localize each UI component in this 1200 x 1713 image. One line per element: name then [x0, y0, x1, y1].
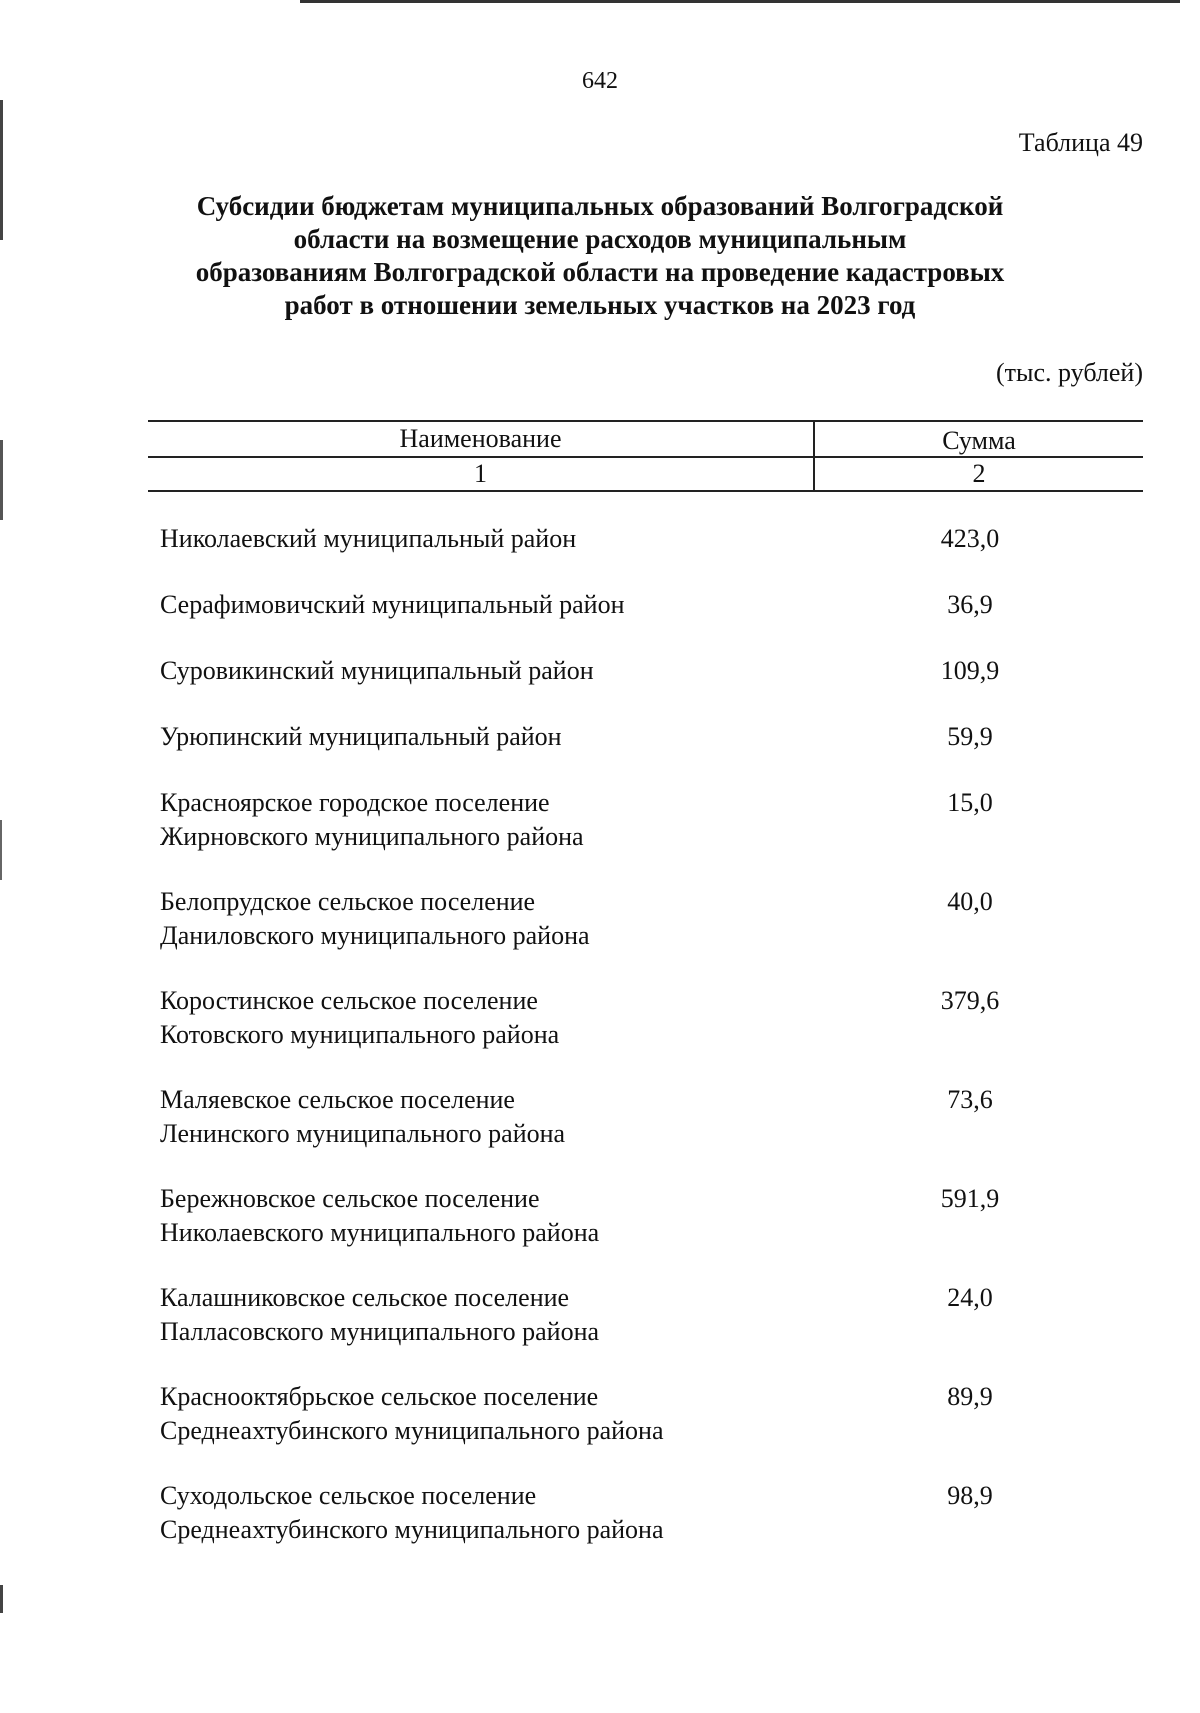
row-name-line: Среднеахтубинского муниципального района [160, 1515, 664, 1544]
scan-edge-left [0, 100, 3, 240]
title-line: работ в отношении земельных участков на 2023 год [284, 290, 916, 320]
row-amount: 591,9 [940, 1184, 1000, 1213]
table-row [160, 786, 1120, 885]
row-name-line: Жирновского муниципального района [160, 822, 584, 851]
title-line: Субсидии бюджетам муниципальных образований Волгоградской [196, 191, 1004, 221]
row-name [160, 885, 810, 953]
table-row [160, 720, 1120, 786]
column-header-sum: Сумма [942, 426, 1016, 455]
row-name [160, 1182, 810, 1250]
table-row [160, 1479, 1120, 1578]
row-amount: 109,9 [940, 656, 1000, 685]
row-amount: 89,9 [947, 1382, 993, 1411]
row-name-line: Красноярское городское поселение [160, 788, 550, 817]
row-name [160, 984, 810, 1052]
row-name-line: Маляевское сельское поселение [160, 1085, 515, 1114]
row-name [160, 786, 810, 854]
row-name-line: Николаевского муниципального района [160, 1218, 600, 1247]
row-name [160, 1380, 810, 1448]
row-amount: 423,0 [940, 524, 1000, 553]
table-header [148, 420, 1143, 492]
row-amount: 40,0 [947, 887, 993, 916]
row-name [160, 654, 810, 688]
scan-edge-top [300, 0, 1180, 3]
row-amount: 73,6 [947, 1085, 993, 1114]
title-line: образованиям Волгоградской области на проведение кадастровых [195, 257, 1005, 287]
row-name [160, 1083, 810, 1151]
row-name-line: Даниловского муниципального района [160, 921, 590, 950]
row-amount: 15,0 [947, 788, 993, 817]
row-name-line: Краснооктябрьское сельское поселение [160, 1382, 599, 1411]
row-name-line: Белопрудское сельское поселение [160, 887, 536, 916]
table-row [160, 522, 1120, 588]
row-name [160, 522, 810, 556]
row-name-line: Котовского муниципального района [160, 1020, 560, 1049]
row-name-line: Ленинского муниципального района [160, 1119, 566, 1148]
units-note: (тыс. рублей) [995, 358, 1143, 387]
column-number-1: 1 [474, 459, 487, 488]
row-amount: 98,9 [947, 1481, 993, 1510]
row-name-line: Урюпинский муниципальный район [160, 722, 562, 751]
table-row [160, 885, 1120, 984]
title-line: области на возмещение расходов муниципальным [293, 224, 907, 254]
row-name [160, 1281, 810, 1349]
table-row [160, 1380, 1120, 1479]
row-name-line: Серафимовичский муниципальный район [160, 590, 625, 619]
row-name-line: Суходольское сельское поселение [160, 1481, 537, 1510]
row-name-line: Палласовского муниципального района [160, 1317, 600, 1346]
scan-edge-left [0, 1585, 3, 1613]
table-row [160, 984, 1120, 1083]
page-number: 642 [582, 68, 618, 94]
table-row [160, 654, 1120, 720]
table-row [160, 1083, 1120, 1182]
scan-edge-left [0, 440, 3, 520]
scan-edge-left [0, 820, 2, 880]
row-amount: 59,9 [947, 722, 993, 751]
row-name-line: Коростинское сельское поселение [160, 986, 538, 1015]
column-header-name: Наименование [399, 424, 562, 453]
table-row [160, 1281, 1120, 1380]
row-amount: 24,0 [947, 1283, 993, 1312]
row-amount: 379,6 [940, 986, 1000, 1015]
table-label: Таблица 49 [1018, 128, 1143, 157]
table-row [160, 1182, 1120, 1281]
row-name-line: Суровикинский муниципальный район [160, 656, 594, 685]
row-name-line: Бережновское сельское поселение [160, 1184, 540, 1213]
table-row [160, 588, 1120, 654]
row-name-line: Калашниковское сельское поселение [160, 1283, 570, 1312]
table-body [160, 522, 1120, 1578]
row-amount: 36,9 [947, 590, 993, 619]
row-name [160, 1479, 810, 1547]
row-name [160, 720, 810, 754]
document-title [180, 190, 1020, 322]
column-number-2: 2 [972, 459, 986, 488]
row-name-line: Николаевский муниципальный район [160, 524, 577, 553]
row-name [160, 588, 810, 622]
row-name-line: Среднеахтубинского муниципального района [160, 1416, 664, 1445]
